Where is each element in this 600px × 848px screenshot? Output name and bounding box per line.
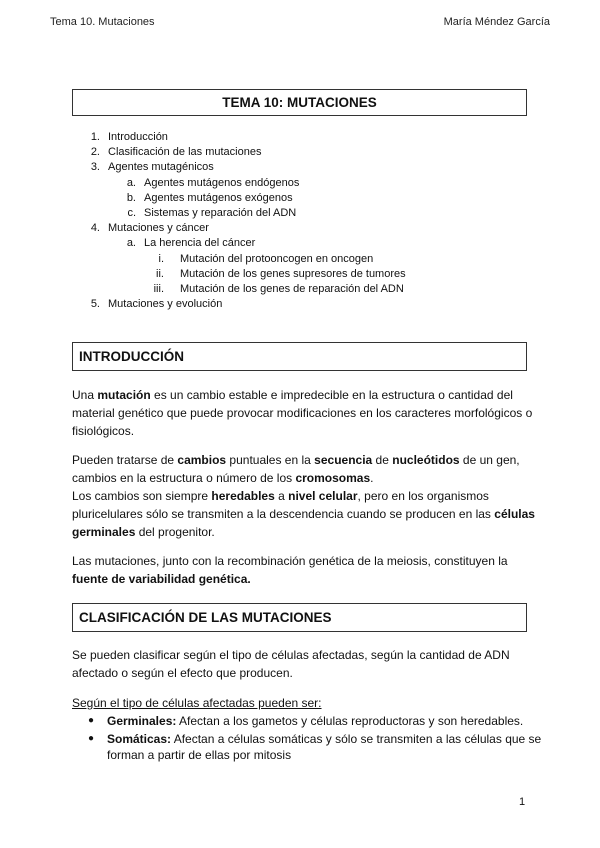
bullet-dot-icon: ● <box>88 715 95 726</box>
intro-paragraph-2: Pueden tratarse de cambios puntuales en la secuencia de nucleótidos de un gen, cambios en la estructura o número de los cromosomas. <box>72 453 520 485</box>
intro-paragraph-3: Los cambios son siempre heredables a nivel celular, pero en los organismos pluricelulares sólo se transmiten a la descendencia cuando se producen en las células germinales del progenitor. <box>72 489 535 539</box>
clasificacion-paragraph: Se pueden clasificar según el tipo de células afectadas, según la cantidad de ADN afectado o según el efecto que producen. <box>72 648 510 680</box>
section-heading-clasificacion: CLASIFICACIÓN DE LAS MUTACIONES <box>72 603 527 632</box>
intro-paragraph-4: Las mutaciones, junto con la recombinación genética de la meiosis, constituyen la fuente de variabilidad genética. <box>72 554 508 586</box>
document-title: TEMA 10: MUTACIONES <box>72 89 527 116</box>
page-number: 1 <box>519 796 526 808</box>
bullet-dot-icon: ● <box>88 733 95 744</box>
header-right: María Méndez García <box>443 16 550 28</box>
clasificacion-subheading: Según el tipo de células afectadas pueden ser: <box>72 696 322 710</box>
intro-paragraph-1: Una mutación es un cambio estable e impredecible en la estructura o cantidad del material genético que puede provocar modificaciones en los caracteres morfológicos o fisiológicos. <box>72 388 533 438</box>
header-left: Tema 10. Mutaciones <box>50 16 155 28</box>
section-heading-introduccion: INTRODUCCIÓN <box>72 342 527 371</box>
